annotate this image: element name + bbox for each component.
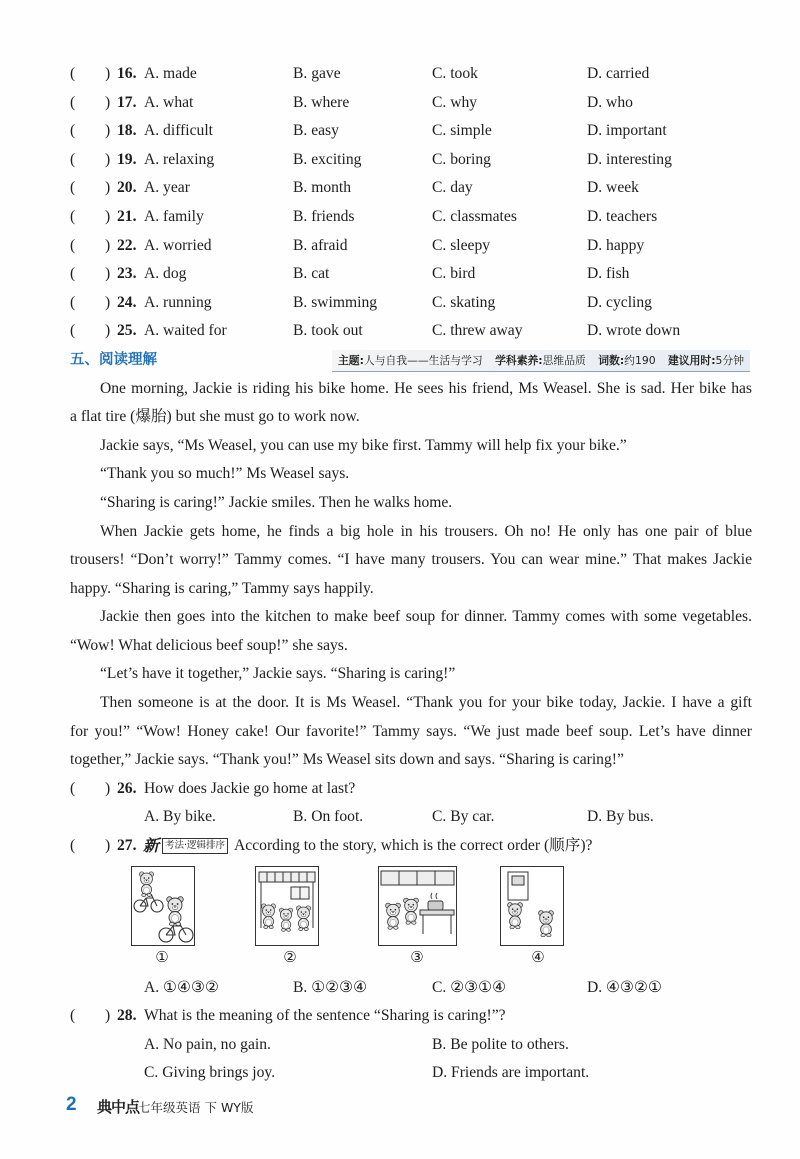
option-a: A. running — [144, 293, 212, 311]
passage-paragraph — [70, 689, 752, 775]
option-d: D. cycling — [587, 293, 652, 311]
passage-paragraph — [70, 489, 752, 518]
answer-blank-close: ) — [105, 837, 111, 855]
picture-2-bears-at-home — [255, 866, 319, 946]
answer-blank-open: ( — [70, 93, 76, 111]
answer-blank-close: ) — [105, 207, 111, 225]
reading-passage — [70, 375, 752, 775]
reading-section-header — [70, 346, 752, 375]
passage-paragraph — [70, 432, 752, 461]
option-c: C. ②③①④ — [432, 978, 507, 996]
question-row-27 — [70, 832, 752, 861]
question-number: 18. — [117, 122, 137, 140]
passage-line: “Wow! What delicious beef soup!” she says. — [70, 636, 348, 654]
option-d: D. By bus. — [587, 808, 654, 826]
question-number: 20. — [117, 179, 137, 197]
passage-line: “Thank you so much!” Ms Weasel says. — [100, 465, 350, 483]
question-text: According to the story, which is the correct order (顺序)? — [234, 837, 593, 855]
answer-blank-open: ( — [70, 322, 76, 340]
option-b: B. where — [293, 93, 350, 111]
answer-blank-open: ( — [70, 65, 76, 82]
passage-line: Then someone is at the door. It is Ms Weasel. “Thank you for your bike today, Jackie. I have a gift — [100, 694, 752, 712]
section-title: 五、阅读理解 — [70, 351, 157, 368]
answer-blank[interactable] — [70, 203, 112, 232]
question-number: 19. — [117, 150, 137, 168]
passage-line: When Jackie gets home, he finds a big hole in his trousers. Oh no! He only has one pair of blue — [100, 522, 752, 540]
question-row-19 — [70, 146, 752, 175]
question-row-23 — [70, 260, 752, 289]
new-tag: 新 — [143, 836, 160, 856]
answer-blank-close: ) — [105, 265, 111, 283]
answer-blank-close: ) — [105, 1007, 111, 1025]
passage-line: trousers! “Don’t worry!” Tammy comes. “I have many trousers. You can wear mine.” That makes Jackie — [70, 551, 752, 569]
answer-blank-open: ( — [70, 122, 76, 140]
answer-blank-open: ( — [70, 179, 76, 197]
question-row-21 — [70, 203, 752, 232]
story-pictures — [70, 861, 752, 974]
answer-blank[interactable] — [70, 174, 112, 203]
option-b: B. cat — [293, 265, 330, 283]
option-c: C. took — [432, 65, 478, 82]
option-a: A. year — [144, 179, 190, 197]
answer-blank-close: ) — [105, 779, 111, 797]
answer-blank[interactable] — [70, 1002, 112, 1031]
question-28-options-row-1 — [70, 1031, 752, 1060]
word-count-value: 约190 — [624, 353, 656, 367]
passage-paragraph — [70, 375, 752, 432]
answer-blank[interactable] — [70, 832, 112, 861]
answer-blank-close: ) — [105, 65, 111, 82]
literacy-label: 学科素养: — [495, 353, 543, 367]
option-d: D. teachers — [587, 207, 658, 225]
option-b: B. took out — [293, 322, 363, 340]
option-d: D. carried — [587, 65, 650, 82]
passage-line: Jackie then goes into the kitchen to make beef soup for dinner. Tammy comes with some vegetables. — [100, 608, 752, 626]
option-c: C. threw away — [432, 322, 523, 340]
answer-blank-close: ) — [105, 93, 111, 111]
passage-paragraph — [70, 518, 752, 604]
answer-blank-close: ) — [105, 122, 111, 140]
answer-blank[interactable] — [70, 260, 112, 289]
option-d: D. wrote down — [587, 322, 681, 340]
question-number: 17. — [117, 93, 137, 111]
option-c: C. skating — [432, 293, 496, 311]
option-d: D. fish — [587, 265, 630, 283]
question-number: 25. — [117, 322, 137, 340]
passage-line: for you!” “Wow! Honey cake! Our favorite!” Tammy says. “We just made beef soup. Let’s have dinner — [70, 722, 752, 740]
answer-blank[interactable] — [70, 317, 112, 346]
answer-blank[interactable] — [70, 117, 112, 146]
passage-paragraph — [70, 603, 752, 660]
question-number: 21. — [117, 207, 137, 225]
passage-line: “Sharing is caring!” Jackie smiles. Then he walks home. — [100, 493, 453, 511]
option-d: D. Friends are important. — [432, 1064, 590, 1082]
answer-blank[interactable] — [70, 232, 112, 261]
passage-line: a flat tire (爆胎) but she must go to work now. — [70, 408, 360, 426]
passage-paragraph — [70, 460, 752, 489]
kitchen-cabinets — [381, 871, 454, 885]
option-b: B. afraid — [293, 236, 348, 254]
option-a: A. dog — [144, 265, 187, 283]
answer-blank-close: ) — [105, 236, 111, 254]
question-row-18 — [70, 117, 752, 146]
option-a: A. family — [144, 207, 204, 225]
word-count-label: 词数: — [598, 353, 625, 367]
option-c: C. Giving brings joy. — [144, 1064, 276, 1082]
answer-blank[interactable] — [70, 289, 112, 318]
option-b: B. ①②③④ — [293, 978, 368, 996]
option-b: B. exciting — [293, 150, 362, 168]
option-d: D. who — [587, 93, 633, 111]
option-a: A. ①④③② — [144, 978, 219, 996]
passage-info-band — [332, 350, 750, 372]
option-b: B. friends — [293, 207, 355, 225]
question-number: 26. — [117, 779, 137, 797]
option-d: D. interesting — [587, 150, 672, 168]
answer-blank[interactable] — [70, 89, 112, 118]
answer-blank[interactable] — [70, 60, 112, 89]
question-number: 27. — [117, 837, 137, 855]
time-value: 5分钟 — [715, 353, 744, 367]
theme-label: 主题: — [337, 353, 364, 367]
brand-logo: 典中点 — [97, 1098, 140, 1116]
option-b: B. easy — [293, 122, 339, 140]
theme-value: 人与自我——生活与学习 — [363, 353, 483, 367]
question-27-head — [143, 832, 592, 861]
option-a: A. By bike. — [144, 808, 216, 826]
page-footer — [66, 1094, 366, 1120]
option-a: A. made — [144, 65, 197, 82]
question-26-options — [70, 803, 752, 832]
answer-blank[interactable] — [70, 146, 112, 175]
option-b: B. gave — [293, 65, 341, 82]
book-title: 七年级英语 下 WY版 — [138, 1100, 254, 1115]
question-text: What is the meaning of the sentence “Sharing is caring!”? — [144, 1007, 506, 1025]
page-number: 2 — [66, 1094, 77, 1115]
answer-blank-close: ) — [105, 150, 111, 168]
option-c: C. classmates — [432, 207, 517, 225]
answer-blank-close: ) — [105, 179, 111, 197]
option-c: C. why — [432, 93, 478, 111]
answer-blank-open: ( — [70, 293, 76, 311]
answer-blank[interactable] — [70, 775, 112, 804]
question-number: 16. — [117, 65, 137, 82]
question-row-16 — [70, 60, 752, 89]
answer-blank-close: ) — [105, 293, 111, 311]
passage-line: together,” Jackie says. “Thank you!” Ms Weasel sits down and says. “Sharing is caring!” — [70, 751, 624, 769]
option-d: D. week — [587, 179, 639, 197]
option-b: B. swimming — [293, 293, 378, 311]
option-b: B. month — [293, 179, 352, 197]
picture-1-bears-riding-bikes — [131, 866, 195, 946]
option-d: D. ④③②① — [587, 978, 662, 996]
option-c: C. sleepy — [432, 236, 491, 254]
answer-blank-open: ( — [70, 265, 76, 283]
question-row-25 — [70, 317, 752, 346]
answer-blank-open: ( — [70, 779, 76, 797]
question-number: 28. — [117, 1007, 137, 1025]
question-row-17 — [70, 89, 752, 118]
question-type-tag: 考法·逻辑排序 — [162, 838, 228, 854]
option-c: C. simple — [432, 122, 492, 140]
option-b: B. On foot. — [293, 808, 364, 826]
option-c: C. bird — [432, 265, 476, 283]
picture-label-3: ③ — [410, 947, 424, 966]
picture-3-kitchen-beef-soup — [378, 866, 457, 946]
option-d: D. happy — [587, 236, 645, 254]
passage-line: “Let’s have it together,” Jackie says. “Sharing is caring!” — [100, 665, 456, 683]
question-row-28 — [70, 1002, 752, 1031]
answer-blank-open: ( — [70, 150, 76, 168]
option-a: A. difficult — [144, 122, 214, 140]
picture-label-2: ② — [283, 947, 297, 966]
question-row-26 — [70, 775, 752, 804]
passage-paragraph — [70, 660, 752, 689]
option-a: A. worried — [144, 236, 212, 254]
option-a: A. relaxing — [144, 150, 215, 168]
option-c: C. boring — [432, 150, 491, 168]
worksheet-content — [70, 60, 752, 1088]
picture-4-visitor-at-door — [500, 866, 564, 946]
option-a: A. waited for — [144, 322, 227, 340]
passage-line: Jackie says, “Ms Weasel, you can use my bike first. Tammy will help fix your bike.” — [100, 436, 627, 454]
literacy-value: 思维品质 — [542, 353, 586, 367]
question-28-options-row-2 — [70, 1059, 752, 1088]
question-number: 23. — [117, 265, 137, 283]
option-b: B. Be polite to others. — [432, 1035, 569, 1053]
answer-blank-open: ( — [70, 207, 76, 225]
picture-label-4: ④ — [531, 947, 545, 966]
answer-blank-close: ) — [105, 322, 111, 340]
passage-line: One morning, Jackie is riding his bike home. He sees his friend, Ms Weasel. She is sad. Her bike has — [100, 379, 752, 397]
question-row-20 — [70, 174, 752, 203]
option-a: A. No pain, no gain. — [144, 1035, 271, 1053]
question-text: How does Jackie go home at last? — [144, 779, 356, 797]
passage-line: happy. “Sharing is caring,” Tammy says happily. — [70, 579, 374, 597]
option-a: A. what — [144, 93, 194, 111]
question-row-24 — [70, 289, 752, 318]
time-label: 建议用时: — [668, 353, 716, 367]
answer-blank-open: ( — [70, 1007, 76, 1025]
option-c: C. By car. — [432, 808, 495, 826]
question-27-options — [70, 974, 752, 1003]
question-number: 24. — [117, 293, 137, 311]
question-row-22 — [70, 232, 752, 261]
question-number: 22. — [117, 236, 137, 254]
answer-blank-open: ( — [70, 236, 76, 254]
answer-blank-open: ( — [70, 837, 76, 855]
option-d: D. important — [587, 122, 667, 140]
option-c: C. day — [432, 179, 473, 197]
picture-label-1: ① — [155, 947, 169, 966]
